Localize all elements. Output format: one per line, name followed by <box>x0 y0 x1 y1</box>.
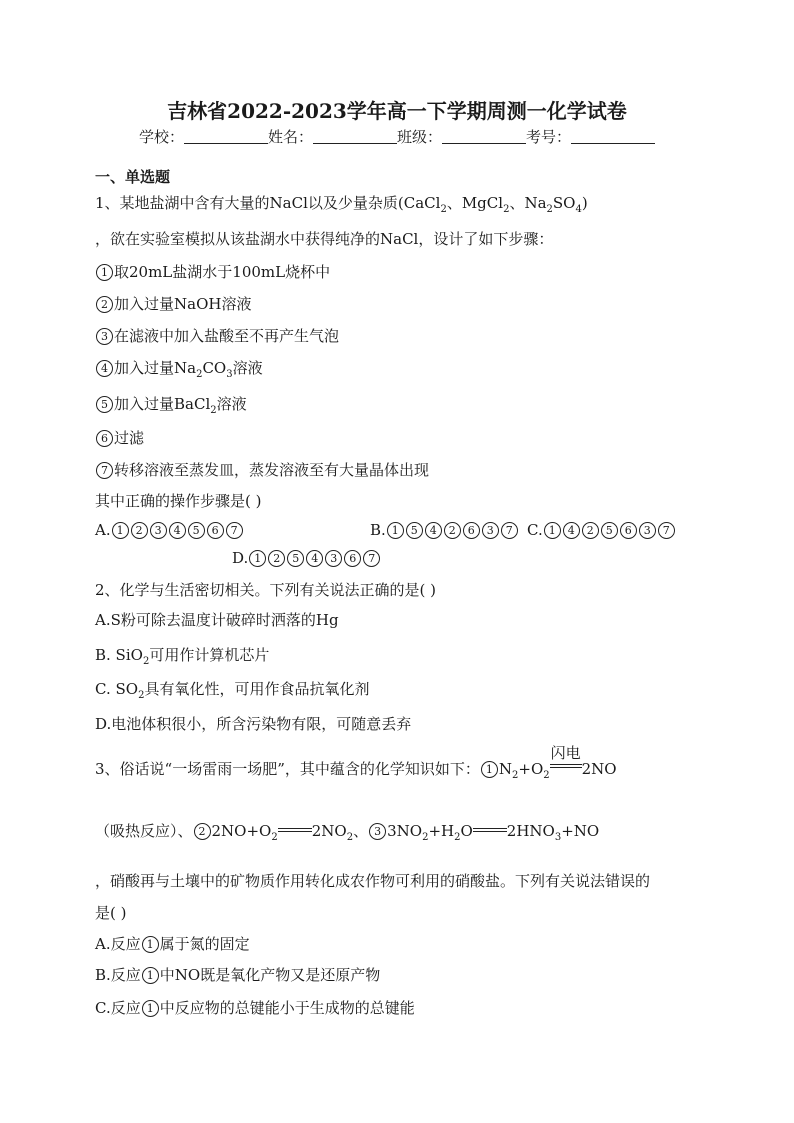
step-text: 取20mL盐湖水于100mL烧杯中 <box>114 263 331 281</box>
lightning-condition-arrow <box>550 744 582 776</box>
step-text: 过滤 <box>114 429 145 447</box>
q1-stem-line2 <box>95 228 553 249</box>
formula: +O <box>518 760 544 778</box>
q1-stem-line1 <box>95 192 588 215</box>
circled-number: 2 <box>131 522 148 539</box>
circled-number: 3 <box>639 522 656 539</box>
subscript: 4 <box>575 204 582 215</box>
circled-number: 1 <box>544 522 561 539</box>
q1-step-3 <box>95 325 339 346</box>
formula: +NO <box>561 822 600 840</box>
subscript: 2 <box>346 832 354 843</box>
circled-number: 4 <box>563 522 580 539</box>
option-text: C. SO <box>95 680 139 698</box>
reaction-condition: 闪电 <box>550 744 581 762</box>
q1-stem-text-c: ，欲在实验室模拟从该盐湖水中获得纯净的 <box>95 230 381 248</box>
option-text: C.反应 <box>95 999 141 1017</box>
circled-number: 7 <box>363 550 380 567</box>
q1-step-4 <box>95 357 263 380</box>
q2-stem: 2、化学与生活密切相关。下列有关说法正确的是( ) <box>95 581 437 599</box>
subscript: 2 <box>546 204 553 215</box>
subscript: 3 <box>226 369 233 380</box>
step-text: 加入过量Na <box>114 359 197 377</box>
q1-impurity: 、Na <box>509 194 547 212</box>
subscript: 2 <box>454 832 461 843</box>
circled-number: 7 <box>96 462 113 479</box>
circled-number: 5 <box>188 522 205 539</box>
school-label: 学校： <box>138 128 184 146</box>
subscript: 3 <box>554 832 562 843</box>
formula: N <box>498 760 513 778</box>
circled-number: 2 <box>96 296 113 313</box>
circled-number: 7 <box>658 522 675 539</box>
subscript: 2 <box>138 690 145 701</box>
q3-option-c[interactable] <box>95 997 415 1018</box>
step-text: 溶液 <box>216 395 247 413</box>
subscript: 2 <box>512 770 519 781</box>
subscript: 2 <box>440 204 447 215</box>
q3-stem-line3: 是( ) <box>95 904 127 922</box>
q3-option-b[interactable] <box>95 964 380 985</box>
circled-number: 1 <box>142 967 159 984</box>
exam-no-blank[interactable] <box>571 129 655 144</box>
option-text: B.反应 <box>95 966 141 984</box>
circled-number: 6 <box>463 522 480 539</box>
circled-number: 5 <box>287 550 304 567</box>
q1-question: 其中正确的操作步骤是( ) <box>95 492 262 510</box>
step-text: 加入过量NaOH溶液 <box>114 295 252 313</box>
circled-number: 6 <box>620 522 637 539</box>
q3-option-a[interactable] <box>95 933 250 954</box>
subscript: 2 <box>271 832 278 843</box>
circled-number: 1 <box>142 1000 159 1017</box>
circled-number: 1 <box>112 522 129 539</box>
option-label: A. <box>95 521 111 539</box>
q1-impurity: SO <box>552 194 576 212</box>
circled-number: 4 <box>306 550 323 567</box>
q1-step-5 <box>95 393 247 416</box>
formula: 2HNO <box>506 822 555 840</box>
subscript: 2 <box>503 204 510 215</box>
class-label: 班级： <box>397 128 443 146</box>
q1-impurity: (CaCl <box>397 194 441 212</box>
circled-number: 6 <box>207 522 224 539</box>
option-text: 中NO既是氧化产物又是还原产物 <box>159 966 381 984</box>
section-heading: 一、单选题 <box>95 168 171 186</box>
formula: 3NO <box>387 822 423 840</box>
option-text: A.反应 <box>95 935 141 953</box>
circled-number: 4 <box>169 522 186 539</box>
name-label: 姓名： <box>267 128 313 146</box>
subscript: 2 <box>422 832 429 843</box>
circled-number: 2 <box>582 522 599 539</box>
circled-number: 2 <box>444 522 461 539</box>
circled-number: 5 <box>96 396 113 413</box>
circled-number: 5 <box>601 522 618 539</box>
circled-number: 2 <box>194 823 211 840</box>
q2-option-b[interactable] <box>95 644 269 667</box>
equals-sign <box>473 826 507 836</box>
option-text: B. SiO <box>95 646 143 664</box>
q1-stem-text: 1、某地盐湖中含有大量的 <box>95 194 270 212</box>
q1-impurity: ) <box>581 194 588 212</box>
circled-number: 1 <box>142 936 159 953</box>
q3-reactions-line <box>95 820 599 843</box>
q3-stem-line2: ，硝酸再与土壤中的矿物质作用转化成农作物可利用的硝酸盐。下列有关说法错误的 <box>95 872 651 890</box>
q1-step-6 <box>95 427 144 448</box>
option-label: B. <box>370 521 386 539</box>
q1-stem-text-b: 以及少量杂质 <box>307 194 398 212</box>
q3-note: （吸热反应）、 <box>95 822 193 840</box>
q1-step-2 <box>95 293 251 314</box>
formula: 2NO <box>311 822 347 840</box>
step-text: CO <box>202 359 227 377</box>
q2-option-a[interactable]: A.S粉可除去温度计破碎时洒落的Hg <box>95 611 339 629</box>
circled-number: 5 <box>406 522 423 539</box>
q3-stem-text: 3、俗话说“一场雷雨一场肥”，其中蕴含的化学知识如下： <box>95 760 480 778</box>
name-blank[interactable] <box>313 129 397 144</box>
q1-option-c[interactable] <box>527 521 676 539</box>
q1-impurity: 、MgCl <box>446 194 504 212</box>
subscript: 2 <box>196 369 203 380</box>
equals-sign <box>278 826 312 836</box>
step-text: 在滤液中加入盐酸至不再产生气泡 <box>114 327 340 345</box>
circled-number: 7 <box>501 522 518 539</box>
separator: 、 <box>353 822 369 840</box>
q2-option-c[interactable] <box>95 678 369 701</box>
formula: 2NO <box>581 760 617 778</box>
formula: +H <box>428 822 455 840</box>
subscript: 2 <box>543 770 550 781</box>
exam-no-label: 考号： <box>526 128 572 146</box>
q1-option-d[interactable] <box>232 549 381 567</box>
q1-nacl-2: NaCl <box>380 230 419 248</box>
q1-stem-text-e: ，设计了如下步骤： <box>418 230 554 248</box>
circled-number: 3 <box>325 550 342 567</box>
circled-number: 7 <box>226 522 243 539</box>
subscript: 2 <box>142 656 150 667</box>
q1-nacl: NaCl <box>269 194 308 212</box>
circled-number: 3 <box>96 328 113 345</box>
step-text: 转移溶液至蒸发皿，蒸发溶液至有大量晶体出现 <box>114 461 430 479</box>
formula: 2NO+O <box>211 822 272 840</box>
option-text: 中反应物的总键能小于生成物的总键能 <box>159 999 415 1017</box>
reaction-1 <box>498 744 617 781</box>
q2-option-d[interactable]: D.电池体积很小，所含污染物有限，可随意丢弃 <box>95 715 412 733</box>
q1-step-1 <box>95 261 330 282</box>
option-text: 可用作计算机芯片 <box>149 646 270 664</box>
step-text: 加入过量BaCl <box>114 395 211 413</box>
circled-number: 1 <box>481 761 498 778</box>
circled-number: 3 <box>369 823 386 840</box>
circled-number: 3 <box>482 522 499 539</box>
circled-number: 6 <box>344 550 361 567</box>
circled-number: 1 <box>96 264 113 281</box>
q1-option-b[interactable] <box>370 521 519 539</box>
circled-number: 6 <box>96 430 113 447</box>
circled-number: 1 <box>249 550 266 567</box>
circled-number: 2 <box>268 550 285 567</box>
page-title: 吉林省2022-2023学年高一下学期周测一化学试卷 <box>167 99 627 123</box>
circled-number: 1 <box>387 522 404 539</box>
subscript: 2 <box>210 405 217 416</box>
class-blank[interactable] <box>442 129 526 144</box>
circled-number: 4 <box>96 360 113 377</box>
option-label: C. <box>527 521 543 539</box>
q3-stem-line1 <box>95 744 617 781</box>
student-info-row <box>0 126 794 147</box>
option-label: D. <box>232 549 249 567</box>
formula: O <box>460 822 473 840</box>
q1-option-a[interactable] <box>95 521 244 539</box>
school-blank[interactable] <box>184 129 268 144</box>
step-text: 溶液 <box>232 359 263 377</box>
q1-step-7 <box>95 459 429 480</box>
option-text: 属于氮的固定 <box>159 935 250 953</box>
circled-number: 3 <box>150 522 167 539</box>
circled-number: 4 <box>425 522 442 539</box>
option-text: 具有氧化性，可用作食品抗氧化剂 <box>144 680 370 698</box>
